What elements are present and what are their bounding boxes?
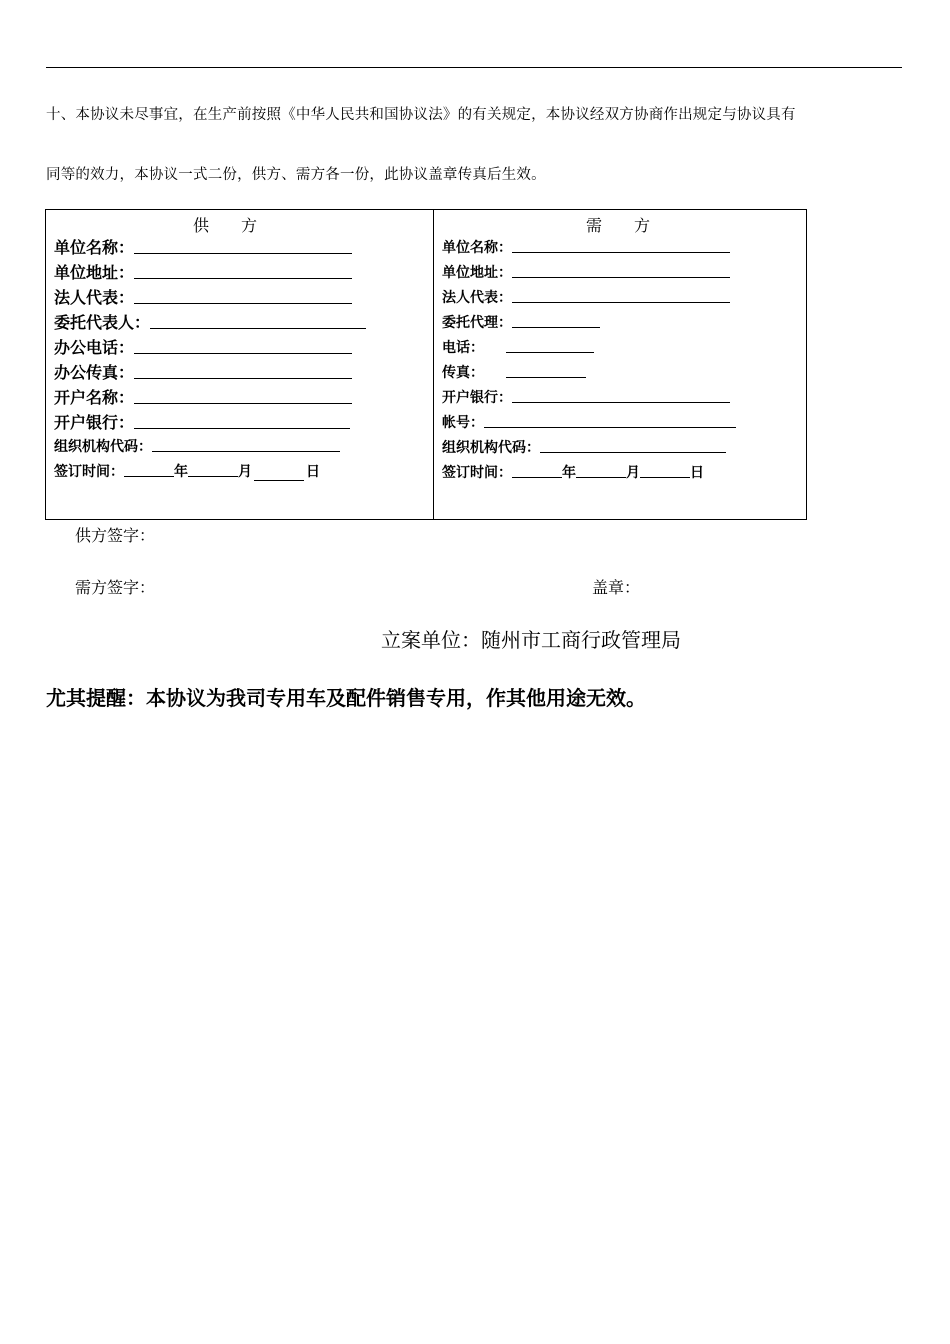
field-label: 电话： bbox=[442, 340, 484, 356]
field-label: 组织机构代码： bbox=[54, 439, 152, 455]
month-label: 月 bbox=[626, 465, 640, 481]
buyer-column bbox=[434, 210, 806, 519]
day-label: 日 bbox=[306, 464, 320, 480]
blank-line bbox=[150, 327, 366, 329]
field-label: 开户名称： bbox=[54, 388, 135, 407]
buyer-sign-date[interactable] bbox=[442, 462, 704, 482]
month-label: 月 bbox=[238, 464, 252, 480]
blank-line bbox=[506, 376, 586, 378]
seal-label: 盖章： bbox=[592, 578, 641, 597]
supplier-heading: 供 方 bbox=[193, 216, 258, 235]
buyer-signature-label: 需方签字： bbox=[75, 578, 156, 597]
buyer-field-bank[interactable] bbox=[442, 387, 730, 407]
blank-line bbox=[134, 377, 352, 379]
year-label: 年 bbox=[562, 465, 576, 481]
special-reminder: 尤其提醒：本协议为我司专用车及配件销售专用，作其他用途无效。 bbox=[46, 686, 646, 710]
supplier-sign-date[interactable] bbox=[54, 461, 320, 481]
blank-line bbox=[134, 277, 352, 279]
supplier-field-org-code[interactable] bbox=[54, 436, 340, 456]
field-label: 单位名称： bbox=[54, 238, 135, 257]
field-label: 开户银行： bbox=[54, 413, 135, 432]
sign-date-label: 签订时间： bbox=[54, 464, 124, 480]
day-label: 日 bbox=[690, 465, 704, 481]
supplier-signature-label: 供方签字： bbox=[75, 526, 156, 545]
supplier-column bbox=[46, 210, 433, 519]
top-rule bbox=[46, 67, 902, 68]
clause-10-line-1: 十、本协议未尽事宜，在生产前按照《中华人民共和国协议法》的有关规定，本协议经双方协商作出规定与协议具有 bbox=[46, 107, 796, 123]
blank-line bbox=[576, 476, 626, 478]
buyer-heading: 需 方 bbox=[586, 216, 651, 235]
buyer-field-fax[interactable] bbox=[442, 362, 586, 382]
field-label: 组织机构代码： bbox=[442, 440, 540, 456]
blank-line bbox=[512, 401, 730, 403]
blank-line bbox=[512, 476, 562, 478]
supplier-field-unit-name[interactable] bbox=[54, 235, 352, 258]
blank-line bbox=[134, 427, 350, 429]
field-label: 单位地址： bbox=[54, 263, 135, 282]
blank-line bbox=[188, 475, 238, 477]
supplier-field-agent[interactable] bbox=[54, 310, 366, 333]
field-label: 委托代理： bbox=[442, 315, 512, 331]
field-label: 办公电话： bbox=[54, 338, 135, 357]
blank-line bbox=[640, 476, 690, 478]
blank-line bbox=[134, 252, 352, 254]
supplier-field-bank[interactable] bbox=[54, 410, 350, 433]
field-label: 法人代表： bbox=[54, 288, 135, 307]
field-label: 单位地址： bbox=[442, 265, 512, 281]
supplier-field-unit-address[interactable] bbox=[54, 260, 352, 283]
field-label: 办公传真： bbox=[54, 363, 135, 382]
buyer-field-account-no[interactable] bbox=[442, 412, 736, 432]
blank-line bbox=[512, 326, 600, 328]
blank-line bbox=[540, 451, 726, 453]
blank-line bbox=[134, 352, 352, 354]
blank-line bbox=[134, 302, 352, 304]
party-info-table bbox=[45, 209, 807, 520]
buyer-field-phone[interactable] bbox=[442, 337, 594, 357]
supplier-field-office-fax[interactable] bbox=[54, 360, 352, 383]
supplier-field-legal-rep[interactable] bbox=[54, 285, 352, 308]
blank-line bbox=[134, 402, 352, 404]
field-label: 帐号： bbox=[442, 415, 484, 431]
field-label: 法人代表： bbox=[442, 290, 512, 306]
field-label: 传真： bbox=[442, 365, 484, 381]
blank-line bbox=[512, 276, 730, 278]
blank-line bbox=[484, 426, 736, 428]
buyer-field-agent[interactable] bbox=[442, 312, 600, 332]
year-label: 年 bbox=[174, 464, 188, 480]
field-label: 委托代表人： bbox=[54, 313, 151, 332]
field-label: 开户银行： bbox=[442, 390, 512, 406]
supplier-field-account-name[interactable] bbox=[54, 385, 352, 408]
clause-10-line-2: 同等的效力，本协议一式二份，供方、需方各一份，此协议盖章传真后生效。 bbox=[46, 167, 546, 183]
sign-date-label: 签订时间： bbox=[442, 465, 512, 481]
blank-line bbox=[152, 450, 340, 452]
blank-line bbox=[254, 479, 304, 481]
buyer-field-unit-address[interactable] bbox=[442, 262, 730, 282]
filing-unit: 立案单位：随州市工商行政管理局 bbox=[381, 628, 681, 652]
buyer-field-unit-name[interactable] bbox=[442, 237, 730, 257]
blank-line bbox=[506, 351, 594, 353]
supplier-field-office-phone[interactable] bbox=[54, 335, 352, 358]
blank-line bbox=[512, 301, 730, 303]
buyer-field-legal-rep[interactable] bbox=[442, 287, 730, 307]
buyer-field-org-code[interactable] bbox=[442, 437, 726, 457]
field-label: 单位名称： bbox=[442, 240, 512, 256]
blank-line bbox=[512, 251, 730, 253]
blank-line bbox=[124, 475, 174, 477]
